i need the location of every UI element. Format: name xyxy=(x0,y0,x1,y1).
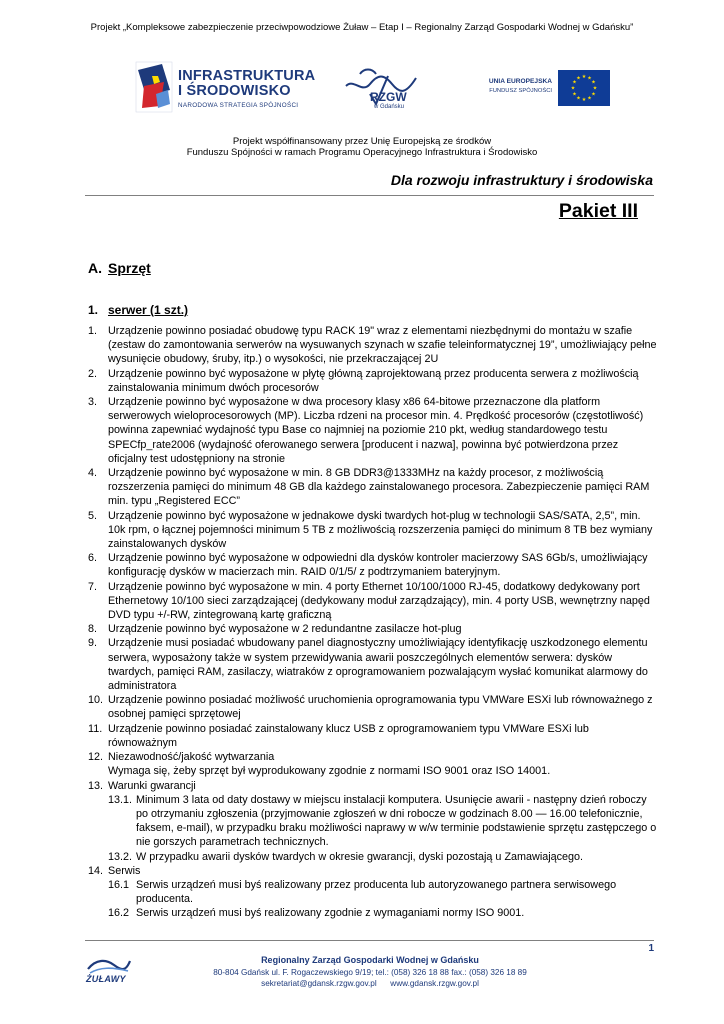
svg-text:★: ★ xyxy=(576,95,581,102)
project-header-line: Projekt „Kompleksowe zabezpieczenie przeciwpowodziowe Żuław – Etap I – Regionalny Zarząd Gospodarki Wodnej w Gdańsku” xyxy=(90,22,634,33)
rzgw-logo xyxy=(340,64,422,116)
list-item: 2. Urządzenie powinno być wyposażone w płytę główną zaprojektowaną przez producenta serwera z możliwością zainstalowania minimum dwóch procesorów xyxy=(88,367,639,394)
page-number: 1 xyxy=(648,943,654,954)
svg-text:★: ★ xyxy=(581,97,587,103)
svg-text:★: ★ xyxy=(587,75,592,82)
zulawy-wave-icon xyxy=(86,955,132,975)
item-12-paragraph: Wymaga się, żeby sprzęt był wyprodukowany zgodnie z normami ISO 9001 oraz ISO 14001. xyxy=(108,765,551,778)
list-item: 10. Urządzenie powinno posiadać możliwość uruchomienia oprogramowania typu VMWare ESXi lub równoważnego z osobnej pamięci sprzętowej xyxy=(88,694,653,721)
sub-list-item: 13.2. W przypadku awarii dysków twardych w okresie gwarancji, dyski pozostają u Zamawiającego. xyxy=(108,850,584,863)
logo-is-tagline: NARODOWA STRATEGIA SPÓJNOŚCI xyxy=(178,102,299,109)
logo-is-line1: INFRASTRUKTURA xyxy=(178,68,316,84)
footer-address: 80-804 Gdańsk ul. F. Rogaczewskiego 9/19; tel.: (058) 326 18 88 fax.: (058) 326 18 89 xyxy=(213,967,527,977)
cofinancing-note xyxy=(0,136,724,158)
svg-text:★: ★ xyxy=(576,75,581,82)
section-a-title: Sprzęt xyxy=(108,260,151,276)
cofin-line1: Projekt współfinansowany przez Unię Europejską ze środków xyxy=(232,136,492,147)
list-item: 8. Urządzenie powinno być wyposażone w 2 redundantne zasilacze hot-plug xyxy=(88,623,462,636)
header-divider xyxy=(85,195,654,196)
section-a-label: A. xyxy=(88,260,102,276)
svg-text:★: ★ xyxy=(591,79,596,86)
list-item: 13. Warunki gwarancji xyxy=(88,779,196,792)
logo-is-line2: I ŚRODOWISKO xyxy=(178,83,291,99)
infrastruktura-logo xyxy=(134,60,324,116)
infrastruktura-emblem-icon xyxy=(134,60,174,114)
list-item: 3. Urządzenie powinno być wyposażone w dwa procesory klasy x86 64-bitowe przeznaczone dla platform serwerowych wieloprocesorowych (MP). Liczba rdzeni na procesor min. 4. Prędkość procesorów (częstotliwość) powinna zapewniać wydajność typu Base co najmniej na poziomie 210 pkt, według standardowego testu SPECfp_rate2006 (wydajność oferowanego serwera [producent i nazwa], powinna być potwierdzona przez oficjalny test udostępniony na stronie xyxy=(88,396,644,465)
zulawy-logo-text: ŻUŁAWY xyxy=(86,974,126,984)
svg-text:★: ★ xyxy=(572,91,577,98)
section-1-title: serwer (1 szt.) xyxy=(108,303,189,317)
page-title: Pakiet III xyxy=(558,200,638,222)
eu-logo-line2: FUNDUSZ SPÓJNOŚCI xyxy=(489,88,552,94)
requirements-list xyxy=(88,324,660,921)
logo-bar xyxy=(0,52,724,122)
sub-list-item: 16.1 Serwis urządzeń musi byś realizowany przez producenta lub autoryzowanego partnera serwisowego producenta. xyxy=(108,878,617,906)
cofin-line2: Funduszu Spójności w ramach Programu Operacyjnego Infrastruktura i Środowisko xyxy=(186,147,538,158)
sub-list-item: 13.1. Minimum 3 lata od daty dostawy w miejscu instalacji komputera. Usunięcie awarii - następny dzień roboczy po otrzymaniu zgłoszenia (przyjmowanie zgłoszeń w dni robocze w godzinach 8.00 — 16.00 telefonicznie, faksem, e-mail), w przypadku braku możliwości naprawy w w/w terminie podstawienie sprzętu zastępczego o nie gorszych parametrach technicznych. xyxy=(108,793,657,849)
list-item: 12. Niezawodność/jakość wytwarzania xyxy=(88,751,275,764)
eu-logo-line1: UNIA EUROPEJSKA xyxy=(488,78,552,85)
list-item: 1. Urządzenie powinno posiadać obudowę typu RACK 19" wraz z elementami niezbędnymi do montażu w szafie (zestaw do zamontowania serwerów na wysuwanych szynach w szafie teleinformatycznej 19”, umożliwiający pełne wysunięcie obudowy, śruby, itp.) o wysokości, nie przekraczającej 2U xyxy=(88,325,657,366)
list-item: 11. Urządzenie powinno posiadać zainstalowany klucz USB z oprogramowaniem typu VMWare ESXi lub równoważnym xyxy=(88,722,589,749)
sub-list-item: 16.2 Serwis urządzeń musi byś realizowany zgodnie z wymaganiami normy ISO 9001. xyxy=(108,907,525,920)
list-item: 6. Urządzenie powinno być wyposażone w odpowiedni dla dysków kontroler macierzowy SAS 6Gb/s, umożliwiający konfigurację dysków w macierzach min. RAID 0/1/5/ z podtrzymaniem bateryjnym. xyxy=(88,552,648,579)
list-item: 9. Urządzenie musi posiadać wbudowany panel diagnostyczny umożliwiający identyfikację uszkodzonego elementu serwera, wyposażony także w system przewidywania awarii poszczególnych elementów serwera: dysków twardych, pamięci RAM, zasilaczy, wiatraków z oprogramowaniem pozwalającym wysłać komunikat alarmowy do administratora xyxy=(88,637,648,693)
svg-text:★: ★ xyxy=(581,74,587,80)
footer-contact: sekretariat@gdansk.rzgw.gov.pl www.gdansk.rzgw.gov.pl xyxy=(261,979,479,988)
svg-text:★: ★ xyxy=(587,95,592,102)
eu-flag-icon xyxy=(558,70,610,106)
list-item: 4. Urządzenie powinno być wyposażone w min. 8 GB DDR3@1333MHz na każdy procesor, z możliwością rozszerzenia pamięci do minimum 48 GB dla każdego zainstalowanego procesora. Zabezpieczenie pamięci RAM min. typu „Registered ECC” xyxy=(88,467,650,508)
zulawy-logo xyxy=(86,955,132,985)
svg-text:★: ★ xyxy=(591,91,596,98)
list-item: 7. Urządzenie powinno być wyposażone w min. 4 porty Ethernet 10/100/1000 RJ-45, dodatkowy dedykowany port Ethernetowy 10/100 sieci zarządzającej (dedykowany moduł zarządzający), min. 4 porty USB, wewnętrzny napęd DVD typu +/-RW, zintegrowaną kartę graficzną xyxy=(88,580,650,622)
rzgw-logo-name: RZGW xyxy=(370,90,407,104)
footer-divider xyxy=(85,940,654,941)
footer xyxy=(150,955,590,990)
svg-text:★: ★ xyxy=(570,85,576,92)
svg-text:★: ★ xyxy=(592,85,598,92)
section-1-label: 1. xyxy=(88,303,99,317)
svg-text:★: ★ xyxy=(572,79,577,86)
eu-logo xyxy=(478,70,614,110)
list-item: 5. Urządzenie powinno być wyposażone w jednakowe dyski twardych hot-plug w technologii SAS/SATA, 2,5”, min. 10k rpm, o łącznej pojemności minimum 5 TB z możliwością rozszerzenia pamięci do minimum 8 TB bez wymiany zainstalowanych dysków xyxy=(88,509,653,551)
list-item: 14. Serwis xyxy=(88,864,141,877)
slogan: Dla rozwoju infrastruktury i środowiska xyxy=(390,172,653,188)
footer-org: Regionalny Zarząd Gospodarki Wodnej w Gdańsku xyxy=(261,955,479,965)
rzgw-logo-sub: w Gdańsku xyxy=(374,104,405,110)
